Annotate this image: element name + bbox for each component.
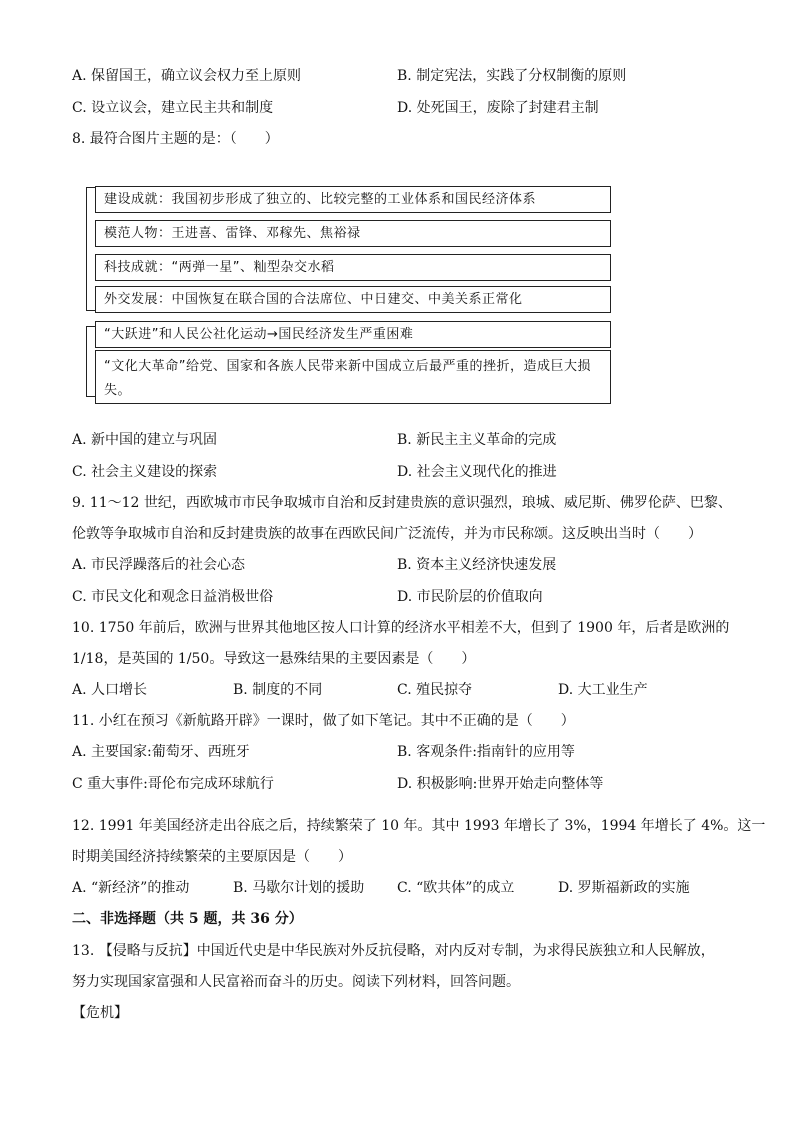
figure-box-construction: 建设成就：我国初步形成了独立的、比较完整的工业体系和国民经济体系 bbox=[95, 186, 611, 213]
q11-option-d: D. 积极影响:世界开始走向整体等 bbox=[397, 776, 604, 792]
figure-tick bbox=[86, 187, 95, 188]
q13-stem-line1: 13. 【侵略与反抗】中国近代史是中华民族对外反抗侵略，对内反对专制，为求得民族独立和人民解放， bbox=[72, 943, 715, 959]
q13-stem-line2: 努力实现国家富强和人民富裕而奋斗的历史。阅读下列材料，回答问题。 bbox=[72, 974, 520, 990]
figure-tick bbox=[86, 310, 95, 311]
q13-subheading: 【危机】 bbox=[72, 1005, 128, 1021]
q8-figure bbox=[86, 180, 612, 406]
q9-option-b: B. 资本主义经济快速发展 bbox=[397, 557, 557, 573]
q11-option-b: B. 客观条件:指南针的应用等 bbox=[397, 744, 575, 760]
q7-option-b: B. 制定宪法，实践了分权制衡的原则 bbox=[397, 68, 627, 84]
q10-option-a: A. 人口增长 bbox=[72, 682, 148, 698]
q7-option-d: D. 处死国王，废除了封建君主制 bbox=[397, 100, 599, 116]
figure-tick bbox=[86, 326, 95, 327]
q11-stem: 11. 小红在预习《新航路开辟》一课时，做了如下笔记。其中不正确的是（ ） bbox=[72, 713, 575, 729]
figure-box-model-figures: 模范人物：王进喜、雷锋、邓稼先、焦裕禄 bbox=[95, 220, 611, 247]
section-heading: 二、非选择题（共 5 题，共 36 分） bbox=[72, 911, 303, 927]
q10-option-d: D. 大工业生产 bbox=[558, 682, 648, 698]
q12-option-c: C. “欧共体”的成立 bbox=[397, 880, 515, 896]
q12-stem-line2: 时期美国经济持续繁荣的主要原因是（ ） bbox=[72, 849, 352, 865]
q8-option-d: D. 社会主义现代化的推进 bbox=[397, 464, 557, 480]
figure-box-great-leap: “大跃进”和人民公社化运动→国民经济发生严重困难 bbox=[95, 321, 611, 348]
q8-option-a: A. 新中国的建立与巩固 bbox=[72, 432, 218, 448]
q12-option-a: A. “新经济”的推动 bbox=[72, 880, 190, 896]
q8-option-b: B. 新民主主义革命的完成 bbox=[397, 432, 557, 448]
figure-box-technology: 科技成就：“两弹一星”、籼型杂交水稻 bbox=[95, 254, 611, 281]
q10-option-c: C. 殖民掠夺 bbox=[397, 682, 473, 698]
q10-option-b: B. 制度的不同 bbox=[233, 682, 323, 698]
figure-bracket-top bbox=[86, 187, 87, 311]
q11-option-c: C 重大事件:哥伦布完成环球航行 bbox=[72, 776, 274, 792]
figure-box-diplomacy: 外交发展：中国恢复在联合国的合法席位、中日建交、中美关系正常化 bbox=[95, 286, 611, 313]
q9-option-c: C. 市民文化和观念日益消极世俗 bbox=[72, 589, 274, 605]
q12-option-b: B. 马歇尔计划的援助 bbox=[233, 880, 365, 896]
q12-stem-line1: 12. 1991 年美国经济走出谷底之后，持续繁荣了 10 年。其中 1993 年增长了 3%，1994 年增长了 4%。这一 bbox=[72, 818, 766, 834]
figure-box-cultural-revolution: “文化大革命”给党、国家和各族人民带来新中国成立后最严重的挫折，造成巨大损失。 bbox=[95, 350, 611, 404]
q9-stem-line2: 伦敦等争取城市自治和反封建贵族的故事在西欧民间广泛流传，并为市民称颂。这反映出当时（ ） bbox=[72, 526, 702, 542]
figure-bracket-bottom bbox=[86, 326, 87, 396]
q10-stem-line1: 10. 1750 年前后，欧洲与世界其他地区按人口计算的经济水平相差不大，但到了 1900 年，后者是欧洲的 bbox=[72, 620, 730, 636]
figure-tick bbox=[86, 396, 95, 397]
q9-option-d: D. 市民阶层的价值取向 bbox=[397, 589, 543, 605]
q11-option-a: A. 主要国家:葡萄牙、西班牙 bbox=[72, 744, 250, 760]
q9-stem-line1: 9. 11～12 世纪，西欧城市市民争取城市自治和反封建贵族的意识强烈，琅城、威尼斯、佛罗伦萨、巴黎、 bbox=[72, 495, 732, 511]
q7-option-a: A. 保留国王，确立议会权力至上原则 bbox=[72, 68, 302, 84]
q9-option-a: A. 市民浮躁落后的社会心态 bbox=[72, 557, 246, 573]
q7-option-c: C. 设立议会，建立民主共和制度 bbox=[72, 100, 274, 116]
q10-stem-line2: 1/18，是英国的 1/50。导致这一悬殊结果的主要因素是（ ） bbox=[72, 651, 476, 667]
q8-option-c: C. 社会主义建设的探索 bbox=[72, 464, 218, 480]
q8-stem: 8. 最符合图片主题的是：（ ） bbox=[72, 131, 279, 147]
q12-option-d: D. 罗斯福新政的实施 bbox=[558, 880, 690, 896]
